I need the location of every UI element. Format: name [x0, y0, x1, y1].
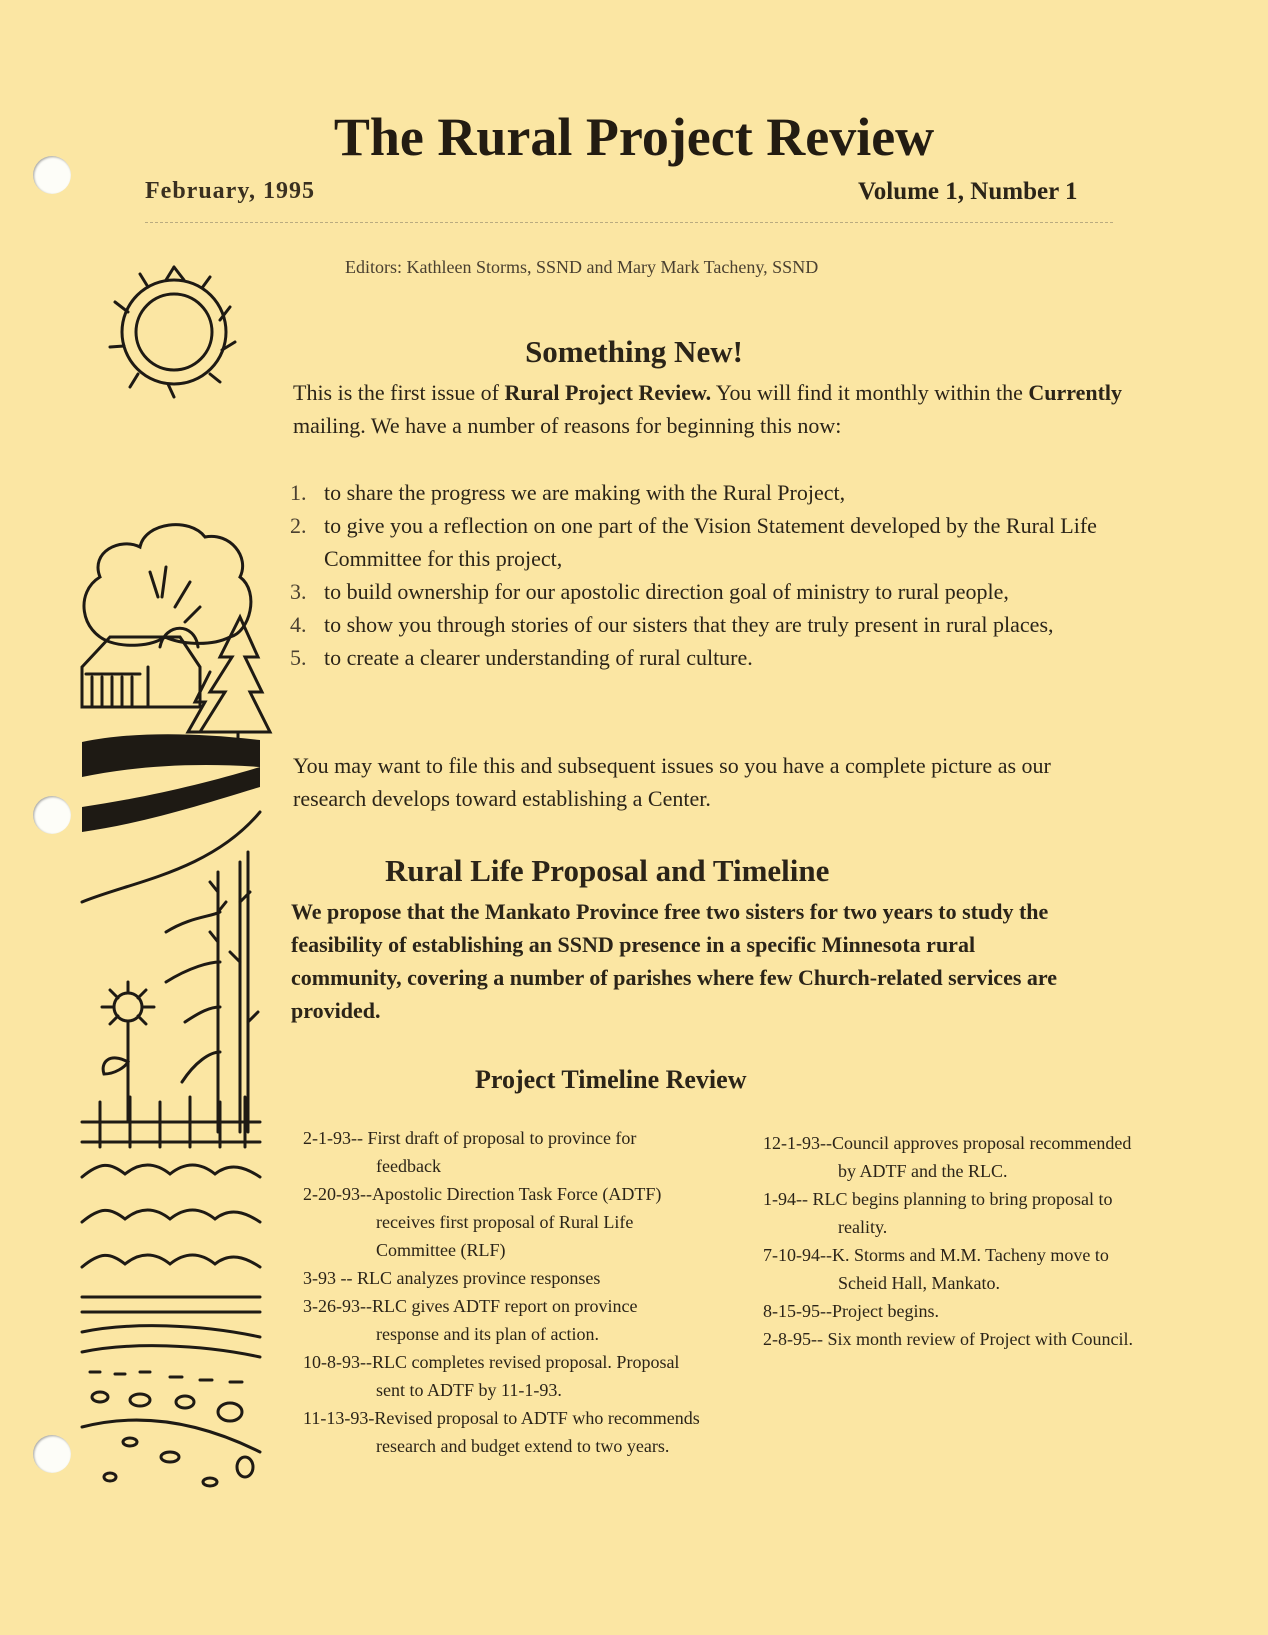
timeline-entry	[303, 1292, 703, 1348]
timeline-date: 12-1-93--	[763, 1133, 832, 1153]
timeline-text: Council approves proposal recommended by ADTF and the RLC.	[831, 1133, 1132, 1181]
proposal-heading: Rural Life Proposal and Timeline	[385, 853, 830, 888]
fence-icon	[82, 1097, 260, 1147]
timeline-text: RLC analyzes province responses	[356, 1268, 601, 1288]
issue-date: February, 1995	[145, 178, 315, 204]
timeline-date: 2-20-93--	[303, 1184, 372, 1204]
timeline-text: First draft of proposal to province for feedback	[367, 1128, 637, 1176]
timeline-date: 3-26-93--	[303, 1296, 372, 1316]
something-new-outro: You may want to file this and subsequent issues so you have a complete picture as our research develops toward establishing a Center.	[293, 753, 1051, 811]
newsletter-title: The Rural Project Review	[333, 107, 935, 167]
list-text: to show you through stories of our sisters that they are truly present in rural places,	[324, 612, 1054, 637]
timeline-entry	[763, 1297, 1133, 1325]
something-new-intro	[293, 376, 1123, 442]
timeline-left-column	[303, 1124, 703, 1460]
list-number: 5.	[290, 645, 307, 670]
list-text: to share the progress we are making with the Rural Project,	[324, 480, 846, 505]
sunflower-icon	[102, 982, 154, 1122]
tree-icon	[84, 525, 251, 646]
rural-illustration	[70, 262, 280, 1512]
timeline-date: 10-8-93--	[303, 1352, 372, 1372]
timeline-text: Revised proposal to ADTF who recommends research and budget extend to two years.	[374, 1408, 700, 1456]
timeline-entry	[763, 1325, 1133, 1353]
timeline-heading: Project Timeline Review	[475, 1065, 747, 1094]
list-item	[290, 608, 1120, 641]
timeline-text: Six month review of Project with Council.	[827, 1329, 1133, 1349]
timeline-text: RLC gives ADTF report on province response and its plan of action.	[371, 1296, 638, 1344]
timeline-date: 2-1-93--	[303, 1128, 368, 1148]
timeline-entry	[303, 1124, 703, 1180]
reasons-list	[290, 476, 1120, 674]
something-new-heading: Something New!	[525, 334, 743, 369]
list-number: 3.	[290, 579, 307, 604]
issue-volume: Volume 1, Number 1	[858, 178, 1078, 205]
timeline-text: RLC begins planning to bring proposal to reality.	[812, 1189, 1113, 1237]
proposal-body: We propose that the Mankato Province free two sisters for two years to study the feasibility of establishing an SSND presence in a specific Minnesota rural community, covering a number of parishes where few Church-related services are provided.	[291, 899, 1058, 1023]
timeline-text: K. Storms and M.M. Tacheny move to Scheid Hall, Mankato.	[831, 1245, 1109, 1293]
timeline-right-column	[763, 1129, 1133, 1353]
list-text: to create a clearer understanding of rural culture.	[324, 645, 753, 670]
list-text: to build ownership for our apostolic direction goal of ministry to rural people,	[324, 579, 1009, 604]
list-item	[290, 509, 1120, 575]
sun-icon	[110, 267, 235, 397]
field-stripes-icon	[82, 734, 260, 832]
timeline-date: 8-15-95--	[763, 1301, 832, 1321]
intro-publication-name: Rural Project Review.	[504, 380, 712, 405]
list-item	[290, 641, 1120, 674]
soil-layers-icon	[82, 1297, 260, 1486]
timeline-entry	[763, 1185, 1133, 1241]
timeline-entry	[303, 1404, 703, 1460]
list-number: 2.	[290, 513, 307, 538]
timeline-entry	[303, 1264, 703, 1292]
timeline-entry	[303, 1348, 703, 1404]
binder-hole-middle	[33, 796, 71, 834]
header-divider	[145, 222, 1113, 223]
timeline-entry	[303, 1180, 703, 1264]
intro-text-3: mailing. We have a number of reasons for beginning this now:	[293, 413, 842, 438]
binder-hole-bottom	[33, 1435, 71, 1473]
timeline-entry	[763, 1129, 1133, 1185]
timeline-text: Project begins.	[831, 1301, 939, 1321]
wheat-icon	[166, 852, 258, 1132]
intro-mailing-name: Currently	[1028, 380, 1123, 405]
list-number: 4.	[290, 612, 307, 637]
timeline-text: Apostolic Direction Task Force (ADTF) receives first proposal of Rural Life Committee (RLF)	[371, 1184, 662, 1260]
timeline-text: RLC completes revised proposal. Proposal sent to ADTF by 11-1-93.	[371, 1352, 680, 1400]
timeline-date: 3-93 --	[303, 1268, 357, 1288]
list-item	[290, 476, 1120, 509]
editors-line: Editors: Kathleen Storms, SSND and Mary Mark Tacheny, SSND	[345, 257, 819, 277]
water-waves-icon	[82, 1165, 260, 1267]
list-number: 1.	[290, 480, 307, 505]
barn-icon	[82, 628, 200, 707]
timeline-entry	[763, 1241, 1133, 1297]
timeline-date: 11-13-93-	[303, 1408, 375, 1428]
list-item	[290, 575, 1120, 608]
timeline-date: 2-8-95--	[763, 1329, 828, 1349]
timeline-date: 7-10-94--	[763, 1245, 832, 1265]
list-text: to give you a reflection on one part of the Vision Statement developed by the Rural Life Committee for this project,	[324, 513, 1097, 571]
timeline-date: 1-94--	[763, 1189, 813, 1209]
intro-text-1: This is the first issue of	[293, 380, 505, 405]
intro-text-2: You will find it monthly within the	[711, 380, 1029, 405]
